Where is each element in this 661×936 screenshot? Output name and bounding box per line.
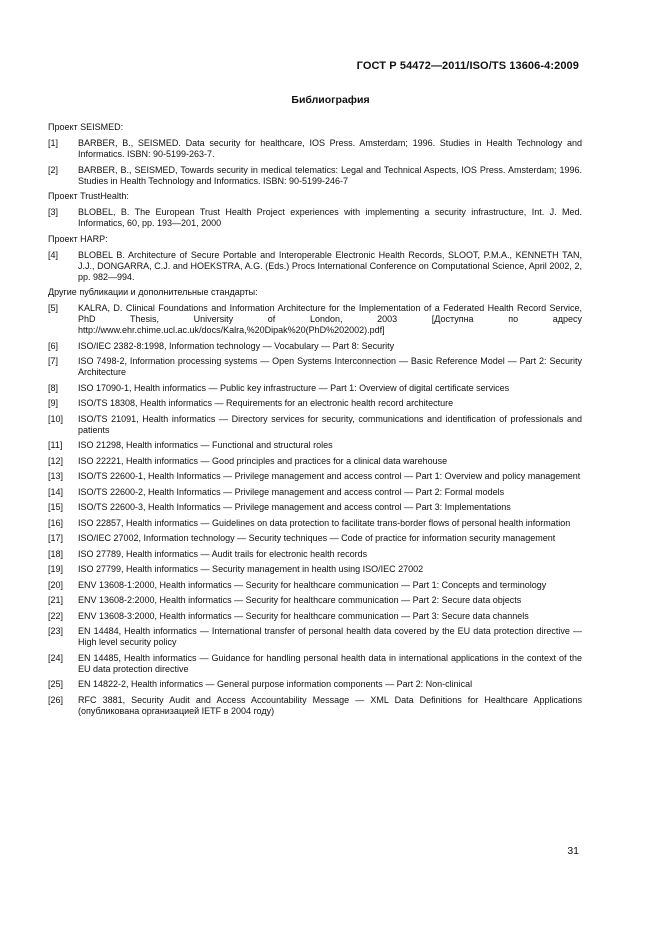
reference-item xyxy=(48,679,582,690)
reference-number: [22] xyxy=(48,610,64,621)
reference-text: EN 14484, Health informatics — International transfer of personal health data covered by the EU data protection directive — High level security policy xyxy=(78,626,582,647)
reference-item xyxy=(48,440,582,451)
reference-item xyxy=(48,549,582,560)
reference-text: RFC 3881, Security Audit and Access Accountability Message — XML Data Definitions for Healthcare Applications (опубликована организацией IETF в 2004 году) xyxy=(78,694,582,716)
reference-text: ISO/TS 18308, Health informatics — Requirements for an electronic health record architecture xyxy=(78,398,454,408)
reference-text: ISO/IEC 27002, Information technology — Security techniques — Code of practice for information security management xyxy=(78,533,556,543)
reference-number: [11] xyxy=(48,440,63,450)
reference-number: [26] xyxy=(48,694,64,705)
reference-text: ISO/TS 21091, Health informatics — Directory services for security, communications and identification of professionals and patients xyxy=(78,413,582,435)
reference-item xyxy=(48,653,582,675)
reference-item xyxy=(48,138,582,160)
reference-item xyxy=(48,518,582,529)
reference-text: EN 14485, Health informatics — Guidance for handling personal health data in international applications in the context of the EU data protection directive xyxy=(78,652,582,674)
reference-text: ISO/TS 22600-3, Health Informatics — Privilege management and access control — Part 3: Implementations xyxy=(78,502,511,512)
page-number: 31 xyxy=(567,845,579,857)
reference-item xyxy=(48,456,582,467)
reference-item xyxy=(48,165,582,187)
reference-text: ISO/IEC 2382-8:1998, Information technology — Vocabulary — Part 8: Security xyxy=(78,340,395,351)
reference-text: ISO/TS 22600-1, Health Informatics — Privilege management and access control — Part 1: Overview and policy management xyxy=(78,471,581,481)
bibliography-list xyxy=(48,122,582,721)
reference-number: [7] xyxy=(48,356,59,366)
reference-item xyxy=(48,580,582,591)
reference-text: ISO 22857, Health informatics — Guidelines on data protection to facilitate trans-border flows of personal health information xyxy=(78,517,571,528)
document-code: ГОСТ Р 54472—2011/ISO/TS 13606-4:2009 xyxy=(356,60,579,72)
reference-item xyxy=(48,398,582,409)
reference-text: ENV 13608-2:2000, Health informatics — Security for healthcare communication — Part 2: Secure data objects xyxy=(78,595,522,605)
reference-number: [4] xyxy=(48,249,59,260)
reference-item xyxy=(48,303,582,336)
reference-text: EN 14822-2, Health informatics — General purpose information components — Part 2: Non-clinical xyxy=(78,679,473,689)
reference-number: [23] xyxy=(48,626,64,636)
reference-item xyxy=(48,207,582,229)
reference-number: [18] xyxy=(48,548,64,559)
reference-text: ISO 7498-2, Information processing systems — Open Systems Interconnection — Basic Reference Model — Part 2: Security Architecture xyxy=(78,356,582,377)
reference-text: ENV 13608-3:2000, Health informatics — Security for healthcare communication — Part 3: Secure data channels xyxy=(78,610,529,621)
reference-item xyxy=(48,341,582,352)
group-title: Проект HARP: xyxy=(48,233,108,244)
reference-item xyxy=(48,695,582,717)
reference-text: ISO 27789, Health informatics — Audit trails for electronic health records xyxy=(78,548,368,559)
reference-text: BARBER, B., SEISMED. Data security for healthcare, IOS Press. Amsterdam; 1996. Studies in Health Technology and Informatics. ISBN: 90-5199-263-7. xyxy=(78,138,582,159)
reference-number: [1] xyxy=(48,138,59,148)
group-title: Проект SEISMED: xyxy=(48,122,124,132)
reference-item xyxy=(48,414,582,436)
reference-number: [25] xyxy=(48,679,64,689)
reference-text: ISO 21298, Health informatics — Functional and structural roles xyxy=(78,440,333,450)
reference-text: BARBER, B., SEISMED, Towards security in medical telematics: Legal and Technical Aspects, IOS Press. Amsterdam; 1996. Studies in Health Technology and Informatics. ISBN: 90-5199-246-7 xyxy=(78,164,582,186)
reference-number: [16] xyxy=(48,517,64,528)
reference-number: [15] xyxy=(48,502,64,512)
group-title: Проект TrustHealth: xyxy=(48,191,129,201)
reference-item xyxy=(48,611,582,622)
reference-text: ISO 27799, Health informatics — Security management in health using ISO/IEC 27002 xyxy=(78,564,424,574)
reference-item xyxy=(48,383,582,394)
reference-number: [17] xyxy=(48,533,64,543)
reference-item xyxy=(48,471,582,482)
reference-text: KALRA, D. Clinical Foundations and Information Architecture for the Implementation of a Federated Health Record Service, PhD Thesis, University of London, 2003 [Доступна по адресу http://www.ehr.chime.ucl.ac.uk/docs/Kalra,%20Dipak%20(PhD%202002).pdf] xyxy=(78,303,582,335)
reference-number: [13] xyxy=(48,471,64,481)
group-title: Другие публикации и дополнительные стандарты: xyxy=(48,287,258,297)
reference-item xyxy=(48,626,582,648)
reference-item xyxy=(48,564,582,575)
page-title: Библиография xyxy=(291,94,370,106)
reference-item xyxy=(48,595,582,606)
reference-item xyxy=(48,533,582,544)
reference-number: [24] xyxy=(48,652,64,663)
reference-number: [5] xyxy=(48,303,59,313)
reference-text: ENV 13608-1:2000, Health informatics — Security for healthcare communication — Part 1: Concepts and terminology xyxy=(78,579,547,590)
reference-number: [2] xyxy=(48,164,59,175)
reference-text: ISO/TS 22600-2, Health Informatics — Privilege management and access control — Part 2: Formal models xyxy=(78,486,505,497)
reference-number: [9] xyxy=(48,398,59,408)
reference-number: [3] xyxy=(48,207,59,217)
reference-text: ISO 22221, Health informatics — Good principles and practices for a clinical data warehouse xyxy=(78,455,448,466)
reference-item xyxy=(48,502,582,513)
reference-item xyxy=(48,250,582,283)
reference-number: [10] xyxy=(48,413,64,424)
reference-number: [20] xyxy=(48,579,64,590)
reference-number: [19] xyxy=(48,564,64,574)
reference-number: [12] xyxy=(48,455,64,466)
reference-text: ISO 17090-1, Health informatics — Public key infrastructure — Part 1: Overview of digital certificate services xyxy=(78,382,510,393)
reference-text: BLOBEL B. Architecture of Secure Portable and Interoperable Electronic Health Records, SLOOT, P.M.A., KENNETH TAN, J.J., DONGARRA, C.J. and HOEKSTRA, A.G. (Eds.) Procs International Conference on Computational Science, April 2002, 2, pp. 982—994. xyxy=(78,249,582,282)
reference-item xyxy=(48,487,582,498)
reference-number: [6] xyxy=(48,340,59,351)
reference-number: [21] xyxy=(48,595,64,605)
reference-item xyxy=(48,356,582,378)
reference-number: [8] xyxy=(48,382,59,393)
reference-text: BLOBEL, B. The European Trust Health Project experiences with implementing a security infrastructure, Int. J. Med. Informatics, 60, pp. 193—201, 2000 xyxy=(78,207,582,228)
reference-number: [14] xyxy=(48,486,64,497)
